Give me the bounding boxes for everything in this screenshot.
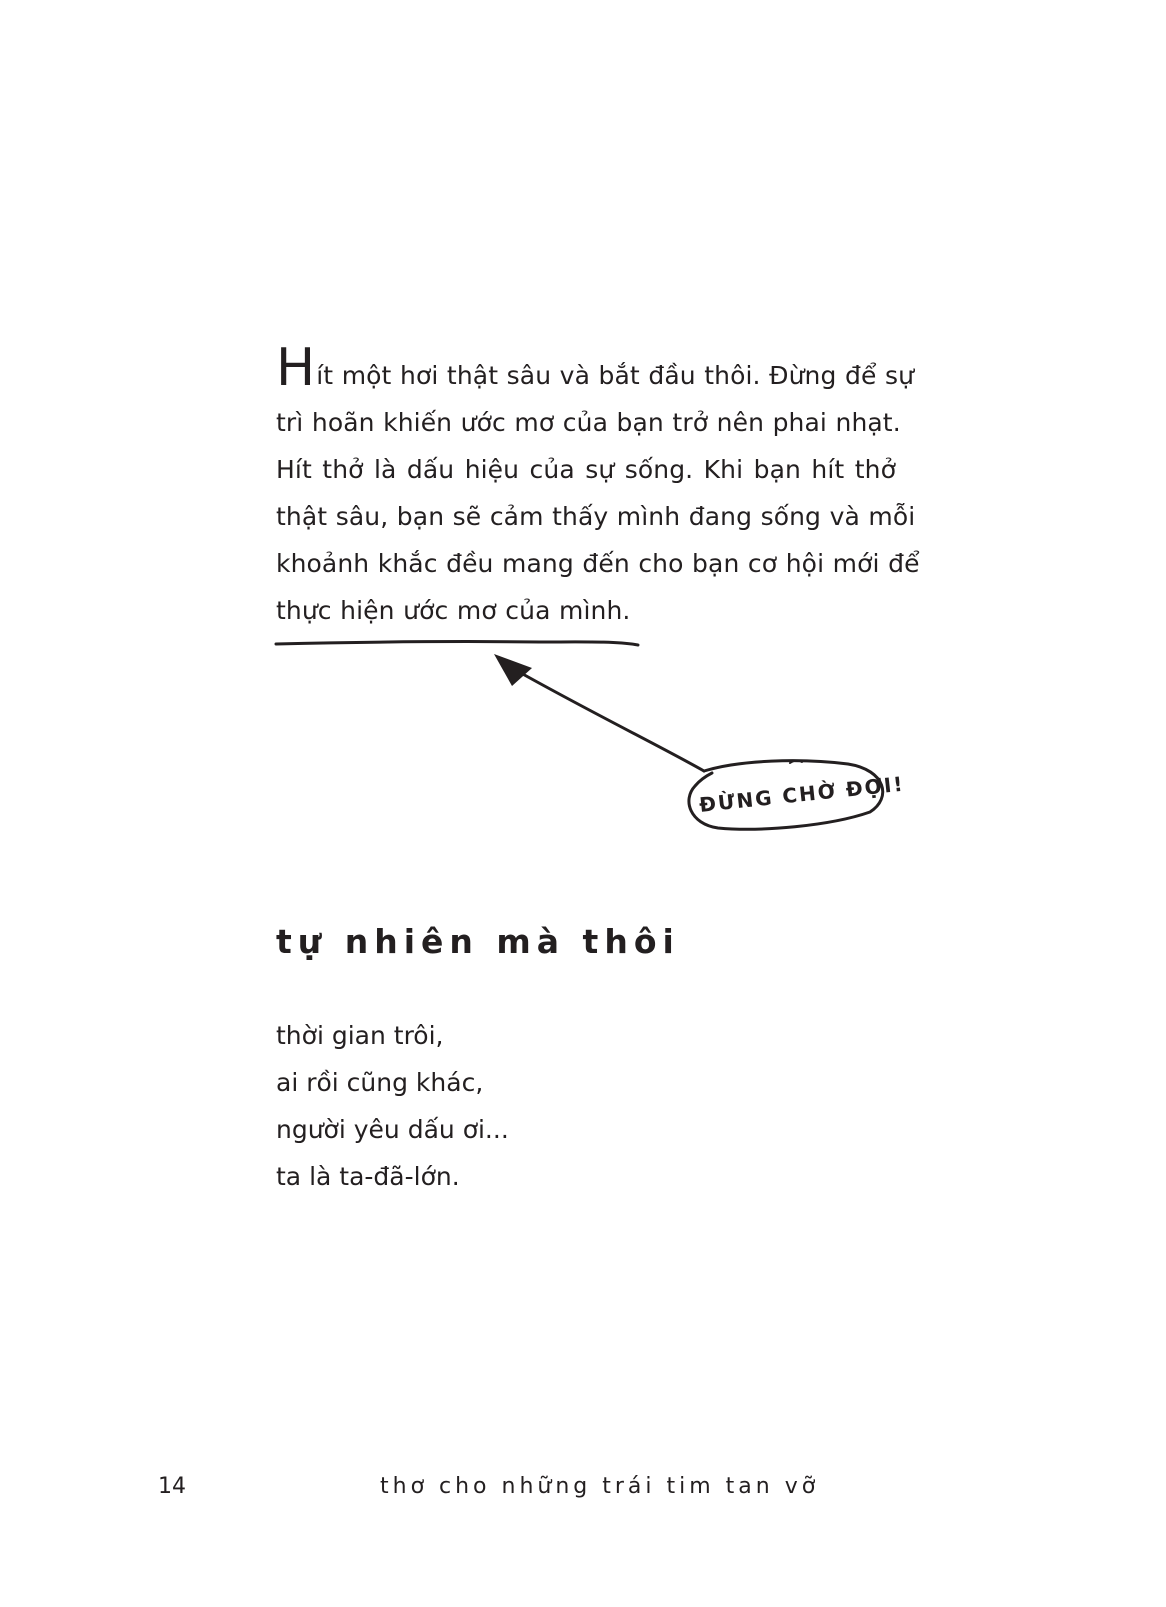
poem-line: ta là ta-đã-lớn. bbox=[276, 1162, 460, 1191]
prose-line: Hít thở là dấu hiệu của sự sống. Khi bạn hít thở bbox=[276, 455, 896, 484]
prose-line-underlined: thực hiện ước mơ của mình. bbox=[276, 596, 631, 625]
bubble-text: ĐỪNG CHỜ ĐỢI! bbox=[698, 771, 906, 817]
poem-line: thời gian trôi, bbox=[276, 1021, 444, 1050]
prose-line: trì hoãn khiến ước mơ của bạn trở nên phai nhạt. bbox=[276, 408, 901, 437]
page-number: 14 bbox=[158, 1474, 186, 1499]
arrow-head-icon bbox=[494, 654, 532, 686]
prose-line: khoảnh khắc đều mang đến cho bạn cơ hội mới để bbox=[276, 549, 920, 578]
poem bbox=[276, 1012, 509, 1200]
handdrawn-underline bbox=[276, 642, 638, 645]
poem-line: ai rồi cũng khác, bbox=[276, 1068, 484, 1097]
section-title: tự nhiên mà thôi bbox=[276, 922, 680, 961]
prose-line: thật sâu, bạn sẽ cảm thấy mình đang sống và mỗi bbox=[276, 502, 916, 531]
poem-line: người yêu dấu ơi... bbox=[276, 1115, 509, 1144]
running-footer-title: thơ cho những trái tim tan vỡ bbox=[380, 1474, 820, 1499]
prose-paragraph bbox=[276, 338, 920, 634]
prose-line-text: ít một hơi thật sâu và bắt đầu thôi. Đừng để sự bbox=[316, 361, 915, 390]
bubble-tail-stroke bbox=[790, 761, 802, 763]
prose-line bbox=[276, 338, 915, 399]
drop-cap: H bbox=[276, 338, 316, 398]
arrow-shaft bbox=[512, 668, 704, 771]
speech-bubble-outline bbox=[689, 761, 883, 830]
